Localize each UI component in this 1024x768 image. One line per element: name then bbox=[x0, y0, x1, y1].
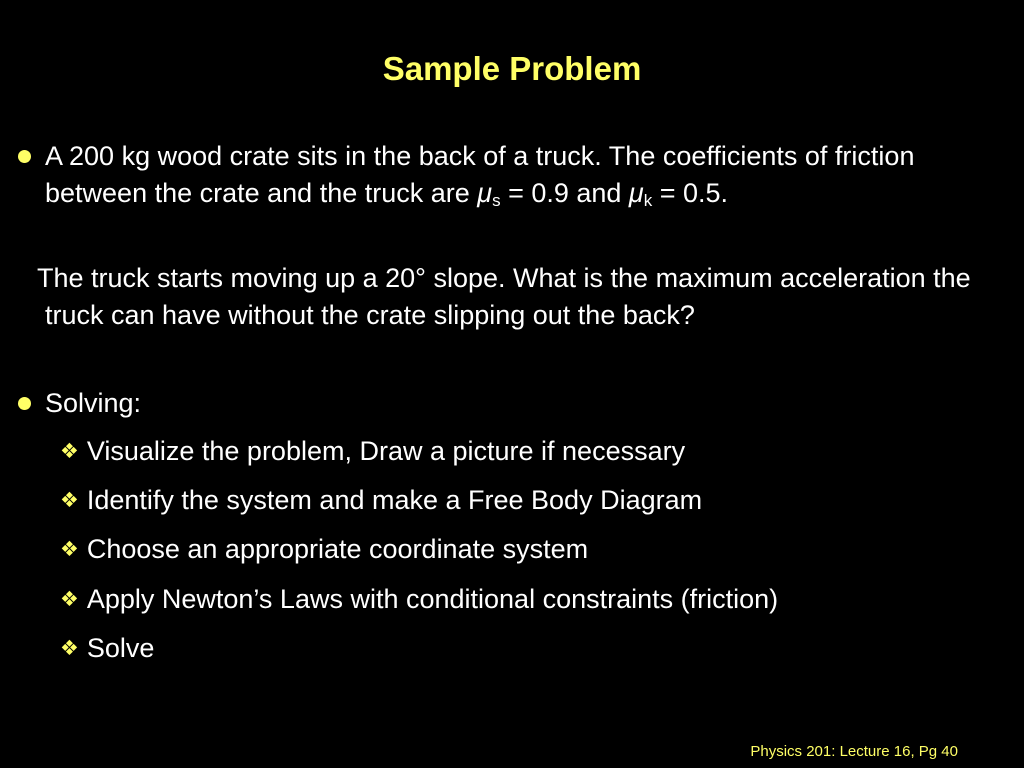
mu-s-value: = 0.9 and bbox=[500, 178, 629, 208]
step-text: Apply Newton’s Laws with conditional constraints (friction) bbox=[86, 584, 779, 614]
step-text: Identify the system and make a Free Body Diagram bbox=[86, 485, 703, 515]
question-text: The truck starts moving up a 20° slope. What is the maximum acceleration the truck can have without the crate slipping out the back? bbox=[37, 263, 971, 330]
solving-label: Solving: bbox=[45, 388, 142, 418]
solving-bullet bbox=[18, 385, 1008, 422]
bullet-dot-icon bbox=[18, 150, 31, 163]
four-diamond-icon: ❖ bbox=[60, 587, 79, 611]
four-diamond-icon: ❖ bbox=[60, 439, 79, 463]
question-paragraph bbox=[18, 260, 1008, 334]
step-item bbox=[60, 482, 702, 519]
step-item bbox=[60, 581, 778, 618]
bullet-dot-icon bbox=[18, 397, 31, 410]
step-text: Solve bbox=[86, 633, 155, 663]
step-text: Choose an appropriate coordinate system bbox=[86, 534, 589, 564]
mu-k-symbol: μ bbox=[628, 178, 644, 208]
step-item bbox=[60, 531, 588, 568]
problem-bullet bbox=[18, 138, 1008, 219]
mu-s-symbol: μ bbox=[477, 178, 493, 208]
slide-title: Sample Problem bbox=[382, 50, 642, 87]
mu-s-subscript: s bbox=[492, 191, 501, 210]
step-item bbox=[60, 630, 154, 667]
problem-statement bbox=[45, 138, 1008, 219]
step-item bbox=[60, 433, 685, 470]
mu-k-subscript: k bbox=[643, 191, 653, 210]
step-text: Visualize the problem, Draw a picture if necessary bbox=[86, 436, 686, 466]
four-diamond-icon: ❖ bbox=[60, 537, 79, 561]
mu-k-value: = 0.5. bbox=[652, 178, 729, 208]
problem-intro-text: A 200 kg wood crate sits in the back of a truck. The coefficients of friction between the crate and the truck are bbox=[45, 141, 915, 208]
four-diamond-icon: ❖ bbox=[60, 488, 79, 512]
four-diamond-icon: ❖ bbox=[60, 636, 79, 660]
slide-footer: Physics 201: Lecture 16, Pg 40 bbox=[750, 743, 958, 760]
